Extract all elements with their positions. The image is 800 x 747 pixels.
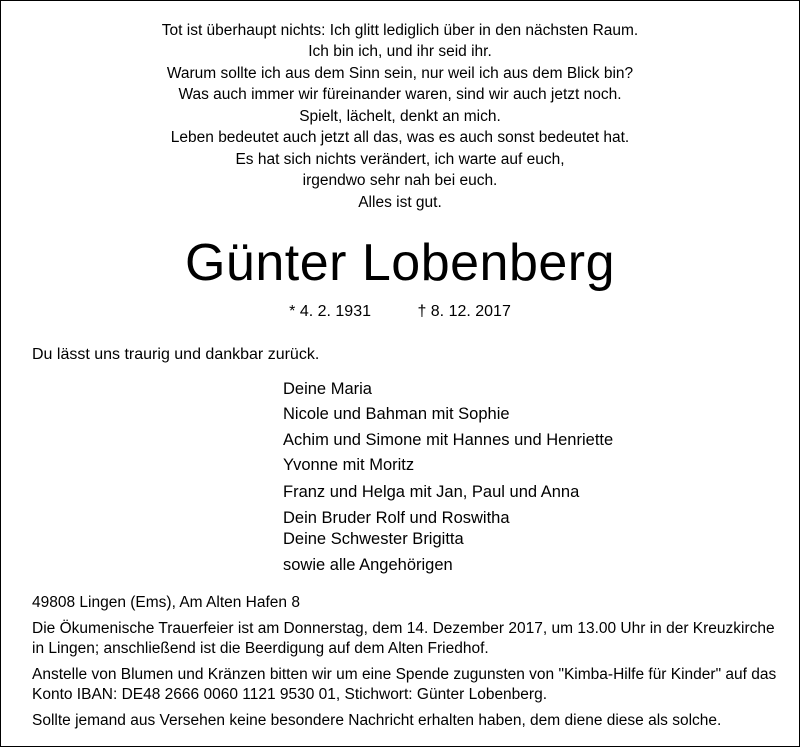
family-member: Yvonne mit Moritz [283,456,415,474]
poem-stanza [0,106,800,148]
life-dates [0,301,800,323]
intro-text: Du lässt uns traurig und dankbar zurück. [32,346,320,363]
notice-info: Sollte jemand aus Versehen keine besondere Nachricht erhalten haben, dem diene diese als solche. [32,712,722,729]
donation-info: Anstelle von Blumen und Kränzen bitten wir um eine Spende zugunsten von "Kimba-Hilfe für Kinder" auf das Konto IBAN: DE48 2666 0060 1121 9530 01, Stichwort: Günter Lobenberg. [32,666,777,703]
poem-line: Ich bin ich, und ihr seid ihr. [308,43,492,60]
death-date: † 8. 12. 2017 [417,303,511,320]
poem [0,20,800,214]
family-member: Franz und Helga mit Jan, Paul und Anna [283,483,580,501]
family-member: sowie alle Angehörigen [283,556,453,574]
poem-line: Es hat sich nichts verändert, ich warte auf euch, [235,151,565,168]
birth-date: * 4. 2. 1931 [289,303,371,320]
poem-line: Spielt, lächelt, denkt an mich. [299,108,501,125]
family-member: Dein Bruder Rolf und Roswitha [283,509,510,527]
deceased-name: Günter Lobenberg [184,234,616,292]
service-info: Die Ökumenische Trauerfeier ist am Donnerstag, dem 14. Dezember 2017, um 13.00 Uhr in der Kreuzkirche in Lingen; anschließend ist die Beerdigung auf dem Alten Friedhof. [32,620,775,657]
poem-stanza [0,63,800,105]
details [32,593,777,737]
poem-line: irgendwo sehr nah bei euch. [302,172,498,189]
poem-line: Warum sollte ich aus dem Sinn sein, nur weil ich aus dem Blick bin? [166,65,634,82]
poem-line: Alles ist gut. [358,194,442,211]
family-member: Achim und Simone mit Hannes und Henriette [283,431,614,449]
family-member: Deine Maria [283,380,372,398]
family-member: Nicole und Bahman mit Sophie [283,405,510,423]
family-member: Deine Schwester Brigitta [283,530,464,548]
address: 49808 Lingen (Ems), Am Alten Hafen 8 [32,594,300,611]
poem-line: Leben bedeutet auch jetzt all das, was es auch sonst bedeutet hat. [170,129,630,146]
poem-line: Tot ist überhaupt nichts: Ich glitt lediglich über in den nächsten Raum. [161,22,639,39]
poem-stanza [0,20,800,62]
poem-stanza [0,192,800,213]
poem-line: Was auch immer wir füreinander waren, sind wir auch jetzt noch. [178,86,622,103]
poem-stanza [0,149,800,191]
